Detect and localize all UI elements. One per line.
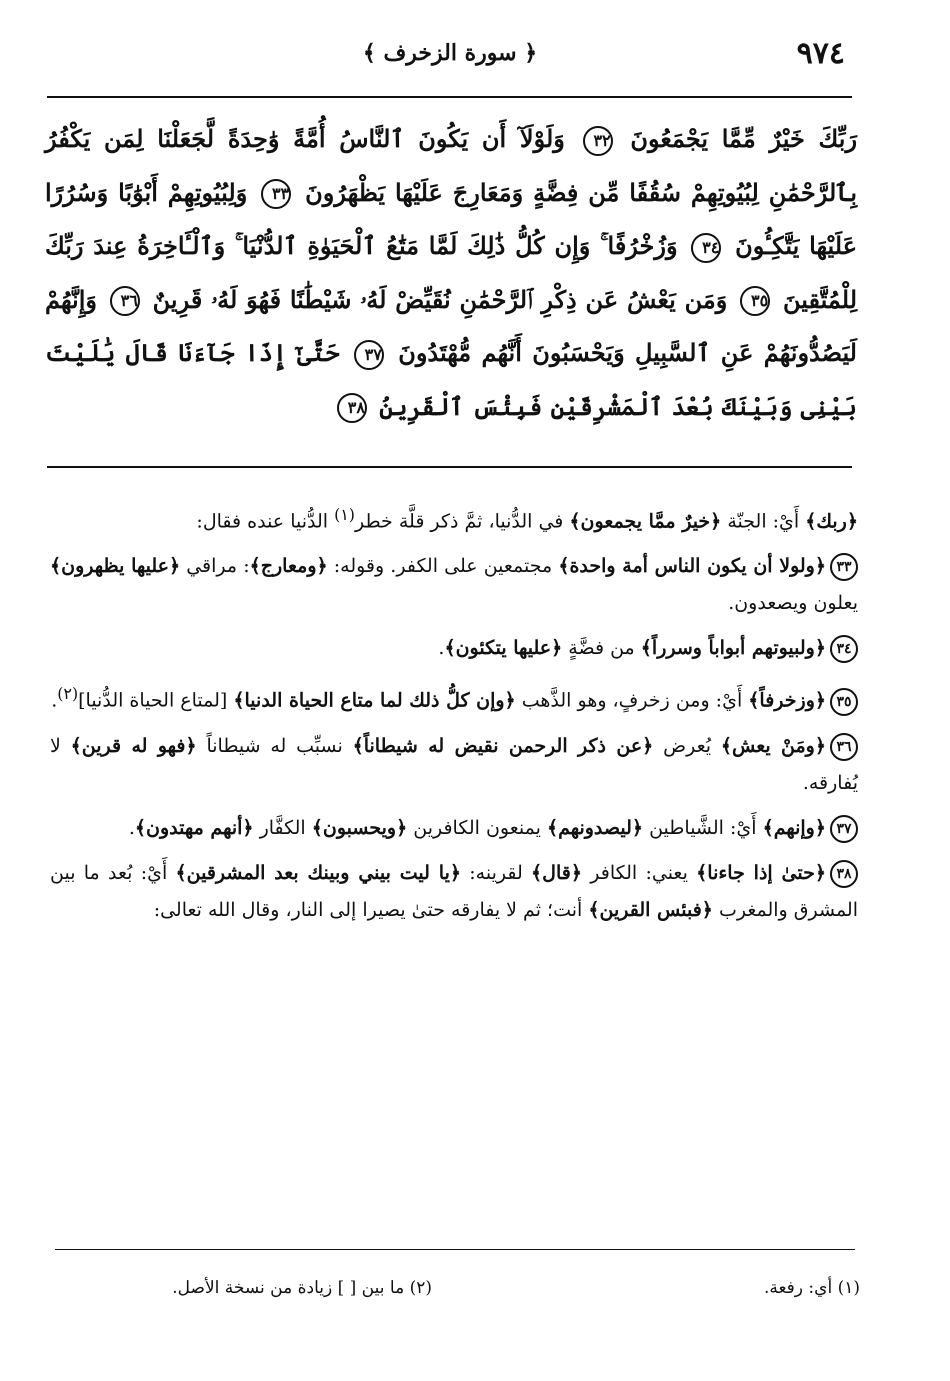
commentary-paragraph [50, 496, 858, 540]
quoted-verse: ﴿وإنهم﴾ [762, 816, 826, 839]
commentary-text: لقرينه: [461, 861, 532, 884]
quoted-verse: ﴿فبئس القرين﴾ [588, 898, 713, 921]
footnote-ref: (١) [334, 505, 355, 524]
commentary-paragraph [50, 630, 858, 667]
commentary-text: أَيْ: الشَّياطين [643, 816, 763, 839]
footnote-2: (٢) ما بين [ ] زيادة من نسخة الأصل. [172, 1278, 432, 1298]
commentary-text: في الدُّنيا، ثمَّ ذكر قلَّة خطر [354, 510, 570, 533]
quoted-verse: ﴿يا ليت بيني وبينك بعد المشرقين﴾ [175, 861, 461, 884]
footnote-1: (١) أي: رفعة. [763, 1278, 860, 1298]
quoted-verse: ﴿عن ذكر الرحمن نقيض له شيطاناً﴾ [352, 734, 654, 757]
ayah-number-marker: ٣٣ [261, 179, 291, 209]
header-divider [47, 96, 852, 98]
quran-verses [45, 112, 857, 433]
commentary-text: الدُّنيا عنده فقال: [196, 510, 335, 533]
quoted-verse: ﴿عليها يظهرون﴾ [50, 555, 181, 578]
verse-text: وَإِنَّهُمْ لَيَصُدُّونَهُمْ عَنِ ٱلسَّبِيلِ وَيَحْسَبُونَ أَنَّهُم مُّهْتَدُونَ [45, 284, 857, 367]
quoted-verse: ﴿فهو له قرين﴾ [70, 734, 197, 757]
quoted-verse: ﴿أنهم مهتدون﴾ [134, 816, 254, 839]
commentary-text: مجتمعين على الكفر. وقوله: [327, 555, 559, 578]
commentary-text: . [128, 816, 135, 839]
surah-title: ﴿ سورة الزخرف ﴾ [362, 40, 538, 66]
quoted-verse: ﴿قال﴾ [531, 861, 582, 884]
commentary-paragraph [50, 728, 858, 802]
commentary-text: يُعرض [653, 734, 721, 757]
verse-number-marker: ٣٣ [830, 553, 858, 581]
commentary-text: أَيْ: ومن زخرفٍ، وهو الذَّهب [515, 689, 749, 712]
verse-text: حَتَّىٰٓ إِذَا جَآءَنَا قَالَ يَٰلَيْتَ بَيْنِى وَبَيْنَكَ بُعْدَ ٱلْمَشْرِقَيْنِ فَبِئْسَ ٱلْقَرِينُ [45, 338, 857, 421]
quoted-verse: ﴿ولبيوتهم أبواباً وسرراً﴾ [640, 637, 826, 660]
footnote-divider [55, 1249, 855, 1250]
verse-number-marker: ٣٤ [830, 635, 858, 663]
commentary-text: نسبِّب له شيطاناً [196, 734, 353, 757]
commentary-text: من فضَّةٍ [562, 637, 641, 660]
commentary-text: يعلون ويصعدون. [728, 592, 858, 615]
commentary-paragraph [50, 810, 858, 847]
page-number: ٩٧٤ [796, 36, 845, 71]
section-divider [47, 466, 852, 468]
quoted-verse: ﴿ولولا أن يكون الناس أمة واحدة﴾ [558, 555, 826, 578]
commentary-text: أنت؛ ثم لا يفارقه حتىٰ يصيرا إلى النار، وقال الله تعالى: [153, 898, 589, 921]
quoted-verse: ﴿وإن كلُّ ذلك لما متاع الحياة الدنيا﴾ [233, 689, 516, 712]
commentary-paragraph [50, 548, 858, 622]
verse-number-marker: ٣٨ [830, 860, 858, 888]
commentary-text: . [438, 637, 445, 660]
quoted-verse: ﴿عليها يتكئون﴾ [444, 637, 563, 660]
commentary-text: أَيْ: بُعد ما بين المشرق والمغرب [50, 861, 858, 921]
commentary-text: [لمتاع الحياة الدُّنيا] [78, 689, 234, 712]
verse-text: وَزُخْرُفًا ۚ وَإِن كُلُّ ذَٰلِكَ لَمَّا مَتَٰعُ ٱلْحَيَوٰةِ ٱلدُّنْيَا ۚ وَٱلْـَٔاخِرَةُ عِندَ رَبِّكَ لِلْمُتَّقِينَ [45, 231, 858, 314]
quoted-verse: ﴿ويحسبون﴾ [311, 816, 408, 839]
commentary-text: يمنعون الكافرين [407, 816, 547, 839]
commentary-text: الكفَّار [253, 816, 312, 839]
ayah-number-marker: ٣٢ [583, 126, 613, 156]
quoted-verse: ﴿ومَنْ يعش﴾ [720, 734, 826, 757]
verse-text: وَلَوْلَآ أَن يَكُونَ ٱلنَّاسُ أُمَّةً وَٰحِدَةً لَّجَعَلْنَا لِمَن يَكْفُرُ بِٱلرَّحْمَٰنِ لِبُيُوتِهِمْ سُقُفًا مِّن فِضَّةٍ وَمَعَارِجَ عَلَيْهَا يَظْهَرُونَ [45, 124, 858, 207]
verse-number-marker: ٣٥ [830, 688, 858, 716]
quoted-verse: ﴿وزخرفاً﴾ [748, 689, 826, 712]
ayah-number-marker: ٣٧ [354, 340, 384, 370]
quoted-verse: ﴿ومعارج﴾ [249, 555, 328, 578]
verse-text: رَبِّكَ خَيْرٌ مِّمَّا يَجْمَعُونَ [630, 124, 858, 153]
verse-text: وَلِبُيُوتِهِمْ أَبْوَٰبًا وَسُرُرًا عَلَيْهَا يَتَّكِـُٔونَ [45, 177, 858, 260]
commentary-text: : مراقي [180, 555, 250, 578]
ayah-number-marker: ٣٤ [691, 233, 721, 263]
footnote-ref: (٢) [57, 684, 79, 704]
commentary-text: لا يُفارقه. [50, 734, 858, 794]
commentary-paragraph [50, 675, 858, 719]
ayah-number-marker: ٣٦ [110, 286, 140, 316]
commentary-paragraph [50, 855, 858, 929]
quoted-verse: ﴿ربك﴾ [805, 510, 858, 533]
verse-number-marker: ٣٦ [830, 733, 858, 761]
quoted-verse: ﴿خيرٌ ممَّا يجمعون﴾ [569, 510, 722, 533]
quoted-verse: ﴿حتىٰ إذا جاءنا﴾ [696, 861, 826, 884]
tafsir-commentary [50, 496, 858, 937]
commentary-text: يعني: الكافر [582, 861, 697, 884]
verse-text: وَمَن يَعْشُ عَن ذِكْرِ ٱلرَّحْمَٰنِ نُقَيِّضْ لَهُۥ شَيْطَٰنًا فَهُوَ لَهُۥ قَرِينٌ [152, 284, 728, 314]
ayah-number-marker: ٣٥ [740, 286, 770, 316]
quoted-verse: ﴿ليصدونهم﴾ [546, 816, 644, 839]
ayah-number-marker: ٣٨ [337, 393, 367, 423]
commentary-text: أَيْ: الجنّة [721, 510, 806, 533]
commentary-text: . [51, 689, 58, 712]
verse-number-marker: ٣٧ [830, 815, 858, 843]
